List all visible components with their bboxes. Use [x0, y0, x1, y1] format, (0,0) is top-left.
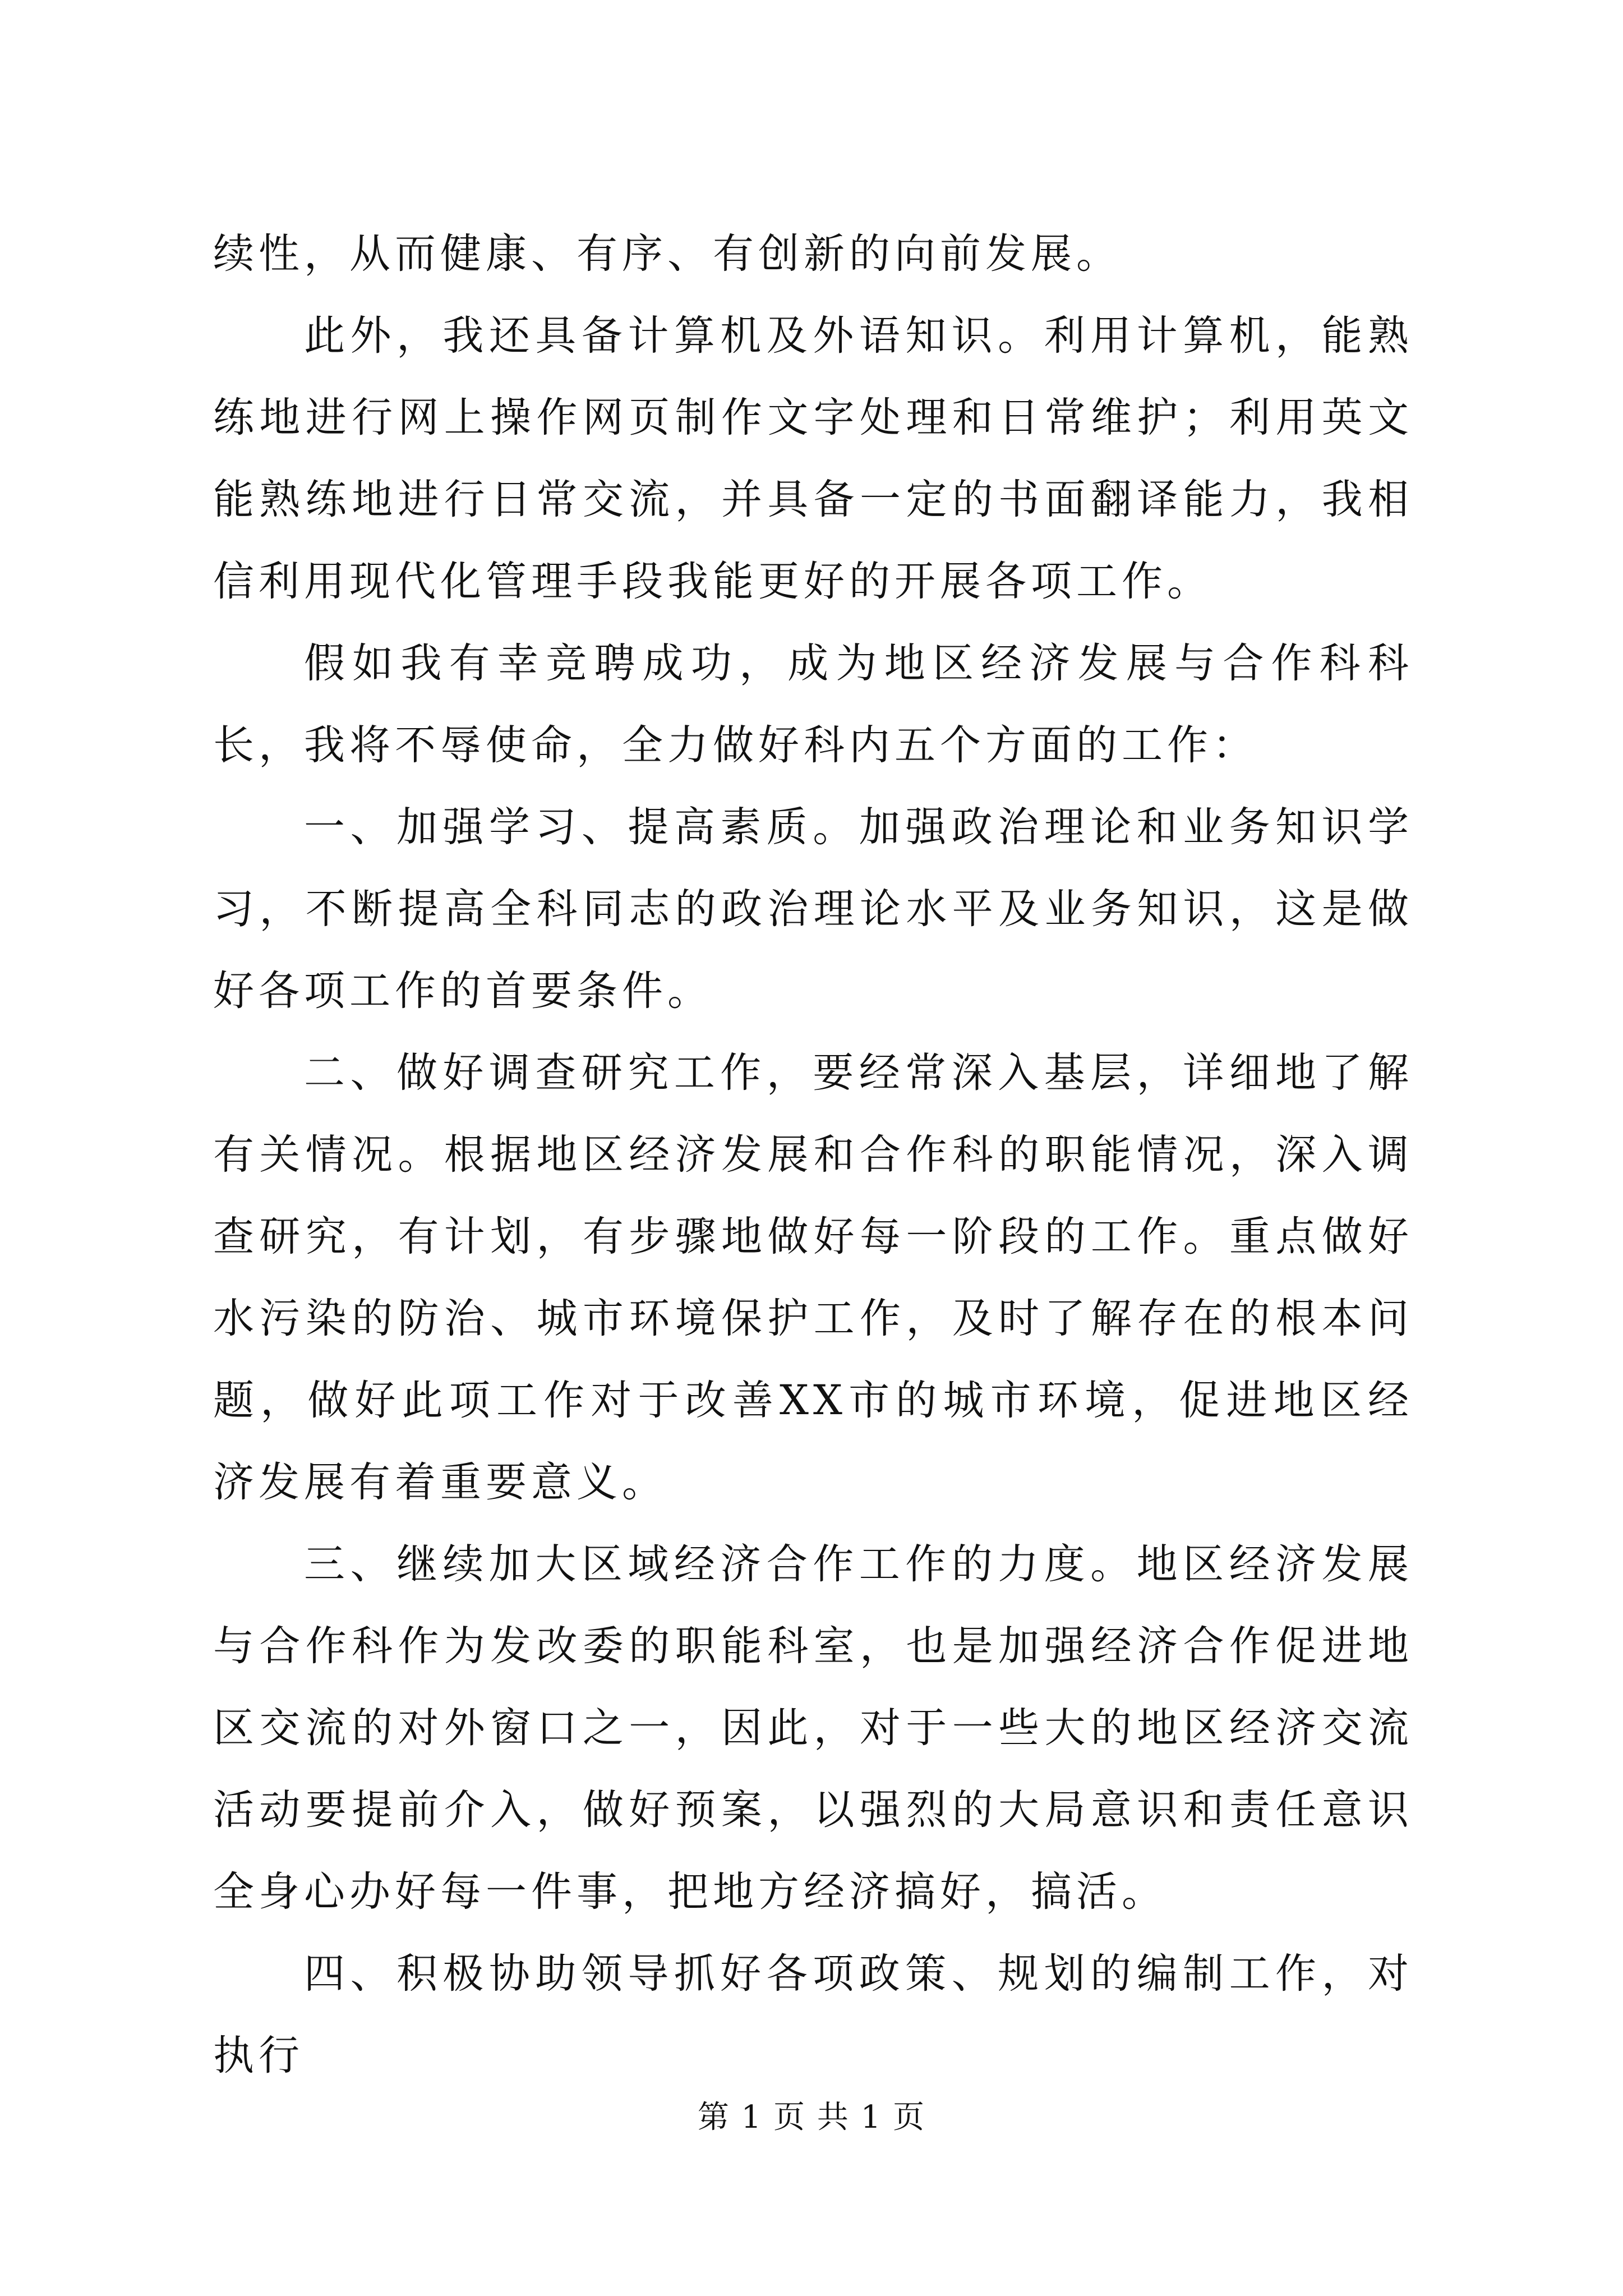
paragraph-skills: 此外，我还具备计算机及外语知识。利用计算机，能熟练地进行网上操作网页制作文字处理和日常维护；利用英文能熟练地进行日常交流，并具备一定的书面翻译能力，我相信利用现代化管理手段我能更好的开展各项工作。	[213, 312, 1413, 605]
paragraph-item-three: 三、继续加大区域经济合作工作的力度。地区经济发展与合作科作为发改委的职能科室，也是加强经济合作促进地区交流的对外窗口之一，因此，对于一些大的地区经济交流活动要提前介入，做好预案，以强烈的大局意识和责任意识全身心办好每一件事，把地方经济搞好，搞活。	[213, 1540, 1413, 1916]
paragraph-item-four: 四、积极协助领导抓好各项政策、规划的编制工作，对执行	[213, 1950, 1413, 2079]
paragraph-continuation: 续性，从而健康、有序、有创新的向前发展。	[213, 230, 1122, 278]
page-number-footer: 第 1 页 共 1 页	[697, 2099, 926, 2136]
paragraph-item-one: 一、加强学习、提高素质。加强政治理论和业务知识学习，不断提高全科同志的政治理论水平及业务知识，这是做好各项工作的首要条件。	[213, 803, 1413, 1015]
paragraph-item-two: 二、做好调查研究工作，要经常深入基层，详细地了解有关情况。根据地区经济发展和合作科的职能情况，深入调查研究，有计划，有步骤地做好每一阶段的工作。重点做好水污染的防治、城市环境保护工作，及时了解存在的根本问题，做好此项工作对于改善XX市的城市环境，促进地区经济发展有着重要意义。	[213, 1049, 1413, 1506]
document-body	[213, 213, 1413, 2097]
paragraph-commitment: 假如我有幸竞聘成功，成为地区经济发展与合作科科长，我将不辱使命，全力做好科内五个方面的工作：	[213, 639, 1413, 769]
